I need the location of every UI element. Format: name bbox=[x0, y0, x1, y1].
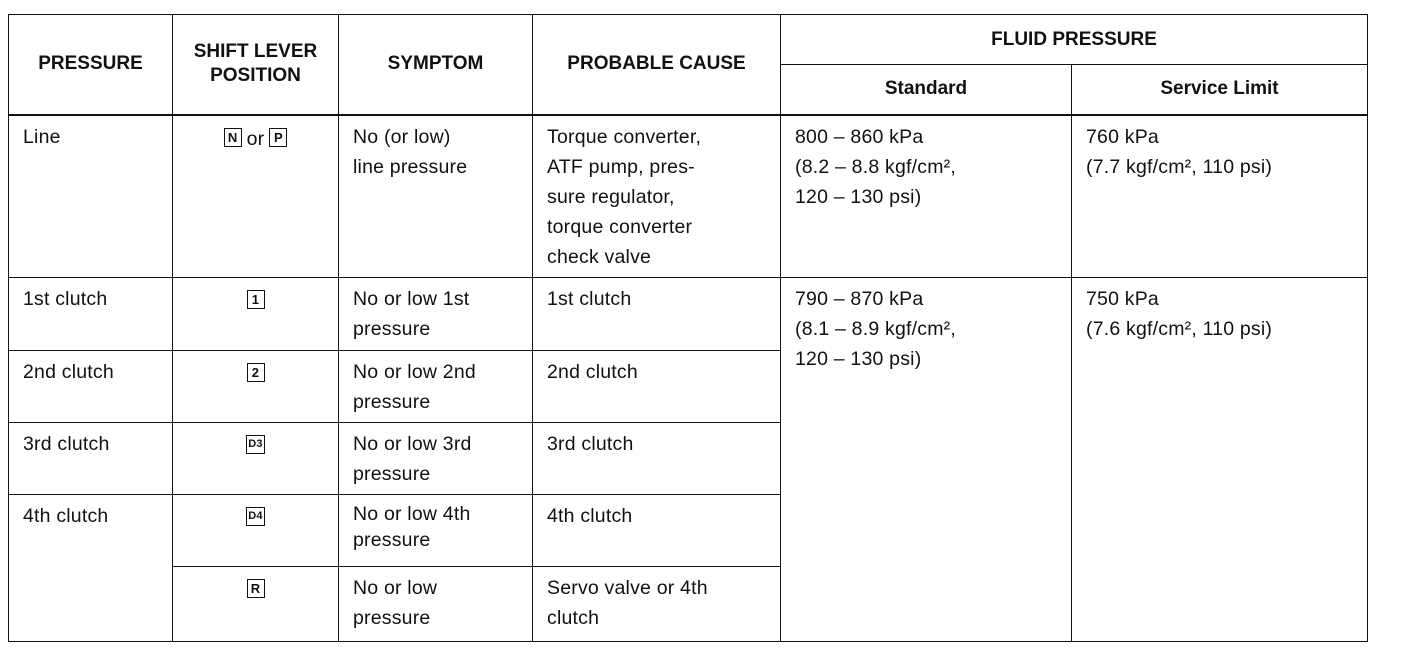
cell-symptom bbox=[339, 115, 533, 278]
position-or: or bbox=[246, 127, 265, 150]
symptom-line: No or low 3rd bbox=[353, 433, 472, 455]
cell-position bbox=[173, 495, 339, 567]
cell-pressure: 3rd clutch bbox=[9, 423, 173, 495]
cause-line: 4th clutch bbox=[547, 505, 633, 527]
symptom-line: No or low 4th bbox=[353, 503, 471, 525]
header-symptom: SYMPTOM bbox=[339, 15, 533, 115]
lever-key-r: R bbox=[247, 579, 265, 598]
header-fluid-pressure: FLUID PRESSURE bbox=[781, 15, 1368, 65]
symptom-line: No (or low) bbox=[353, 125, 451, 148]
cell-service-limit bbox=[1072, 115, 1368, 278]
lever-key-d4: D4 bbox=[246, 507, 264, 526]
cell-pressure: Line bbox=[9, 115, 173, 278]
cause-line: clutch bbox=[547, 607, 600, 629]
cell-position bbox=[173, 351, 339, 423]
cause-line: torque converter bbox=[547, 215, 693, 238]
header-standard: Standard bbox=[781, 65, 1072, 115]
cause-line: check valve bbox=[547, 245, 652, 268]
cell-position bbox=[173, 423, 339, 495]
cell-cause bbox=[533, 567, 781, 642]
lever-key-p: P bbox=[269, 128, 287, 147]
cell-pressure: 2nd clutch bbox=[9, 351, 173, 423]
cause-line: 3rd clutch bbox=[547, 433, 634, 455]
cell-pressure: 4th clutch bbox=[9, 495, 173, 642]
symptom-line: pressure bbox=[353, 391, 431, 413]
cell-position bbox=[173, 567, 339, 642]
cell-cause bbox=[533, 351, 781, 423]
service-limit-line: (7.7 kgf/cm², 110 psi) bbox=[1086, 155, 1273, 178]
standard-line: 120 – 130 psi) bbox=[795, 185, 922, 208]
cell-symptom bbox=[339, 567, 533, 642]
table-row bbox=[9, 115, 1368, 278]
symptom-line: pressure bbox=[353, 318, 431, 340]
cell-cause bbox=[533, 115, 781, 278]
lever-key-n: N bbox=[224, 128, 242, 147]
symptom-line: No or low 2nd bbox=[353, 361, 476, 383]
table-row bbox=[9, 278, 1368, 351]
header-shift-lever-line1: SHIFT LEVER bbox=[193, 41, 318, 63]
cause-line: ATF pump, pres- bbox=[547, 155, 695, 178]
standard-line: 800 – 860 kPa bbox=[795, 125, 924, 148]
symptom-line: line pressure bbox=[353, 155, 468, 178]
symptom-line: No or low bbox=[353, 577, 438, 599]
cell-symptom bbox=[339, 351, 533, 423]
cell-clutch-standard bbox=[781, 278, 1072, 642]
cause-line: Torque converter, bbox=[547, 125, 702, 148]
cell-pressure: 1st clutch bbox=[9, 278, 173, 351]
service-limit-line: 760 kPa bbox=[1086, 125, 1159, 148]
lever-key-2: 2 bbox=[247, 363, 265, 382]
lever-key-d3: D3 bbox=[246, 435, 264, 454]
symptom-line: pressure bbox=[353, 529, 431, 551]
cause-line: sure regulator, bbox=[547, 185, 675, 208]
cell-symptom bbox=[339, 278, 533, 351]
cell-clutch-service-limit bbox=[1072, 278, 1368, 642]
symptom-line: No or low 1st bbox=[353, 288, 470, 310]
standard-line: (8.2 – 8.8 kgf/cm², bbox=[795, 155, 956, 178]
header-probable-cause: PROBABLE CAUSE bbox=[533, 15, 781, 115]
cell-cause bbox=[533, 278, 781, 351]
lever-key-1: 1 bbox=[247, 290, 265, 309]
cell-symptom bbox=[339, 495, 533, 567]
header-service-limit: Service Limit bbox=[1072, 65, 1368, 115]
cell-cause bbox=[533, 495, 781, 567]
cell-standard bbox=[781, 115, 1072, 278]
header-shift-lever-position bbox=[173, 15, 339, 115]
pressure-table bbox=[8, 14, 1368, 642]
cell-position bbox=[173, 278, 339, 351]
cause-line: 1st clutch bbox=[547, 288, 632, 310]
standard-line: 120 – 130 psi) bbox=[795, 348, 922, 370]
cell-position bbox=[173, 115, 339, 278]
cell-symptom bbox=[339, 423, 533, 495]
symptom-line: pressure bbox=[353, 607, 431, 629]
cause-line: 2nd clutch bbox=[547, 361, 638, 383]
standard-line: (8.1 – 8.9 kgf/cm², bbox=[795, 318, 956, 340]
service-limit-line: 750 kPa bbox=[1086, 288, 1159, 310]
cause-line: Servo valve or 4th bbox=[547, 577, 708, 599]
header-shift-lever-line2: POSITION bbox=[210, 65, 301, 87]
service-limit-line: (7.6 kgf/cm², 110 psi) bbox=[1086, 318, 1273, 340]
cell-cause bbox=[533, 423, 781, 495]
symptom-line: pressure bbox=[353, 463, 431, 485]
header-pressure: PRESSURE bbox=[9, 15, 173, 115]
standard-line: 790 – 870 kPa bbox=[795, 288, 924, 310]
